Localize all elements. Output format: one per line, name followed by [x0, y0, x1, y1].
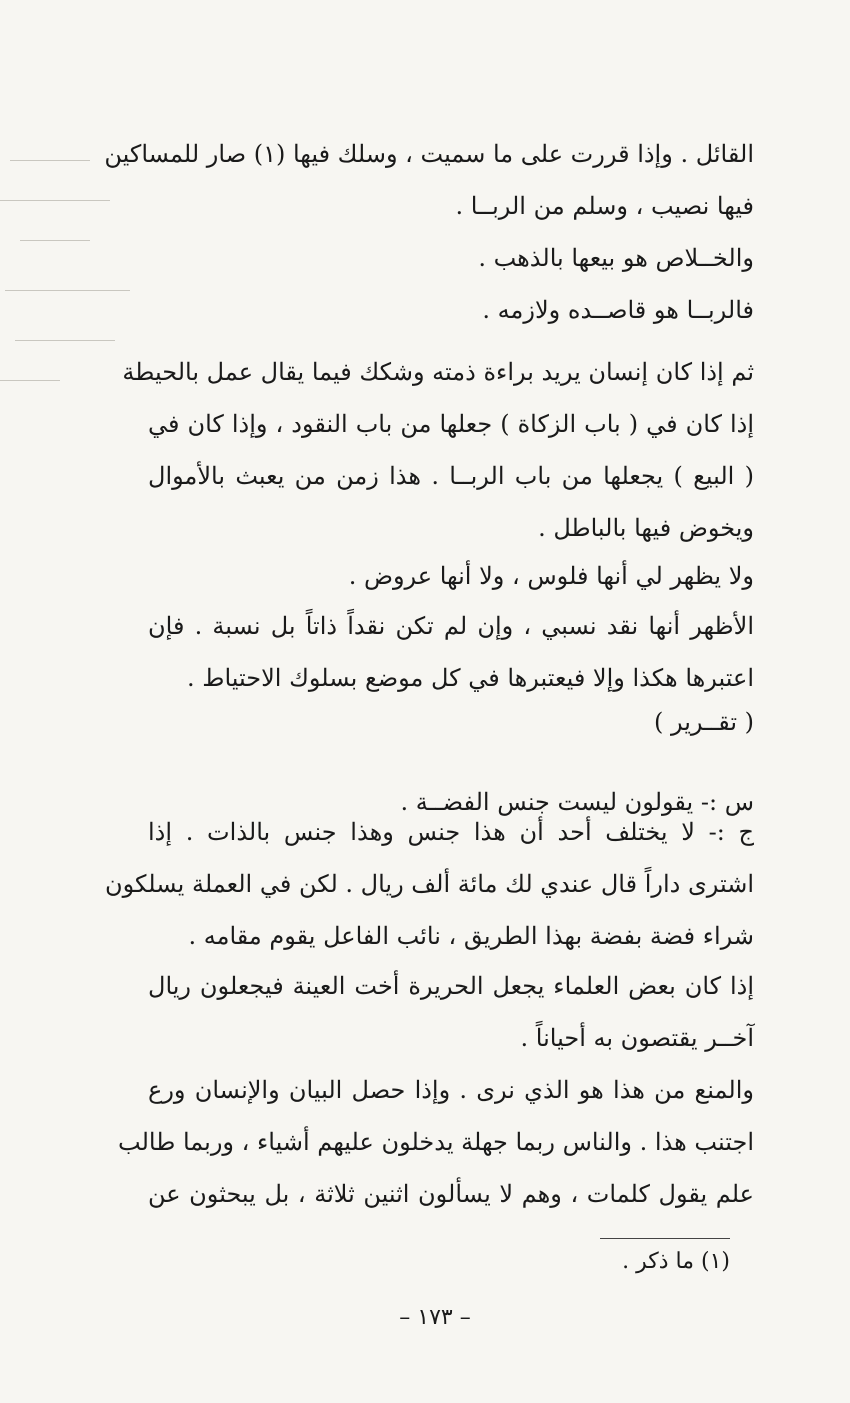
text-line: ( البيع ) يجعلها من باب الربــا . هذا زمن من يعبث بالأموال [148, 462, 754, 490]
paragraph-7 [148, 960, 754, 1064]
text-line: القائل . وإذا قررت على ما سميت ، وسلك فيها (١) صار للمساكين [104, 140, 754, 168]
paragraph-2 [148, 232, 754, 284]
footnote-divider [600, 1238, 730, 1239]
paragraph-3 [148, 284, 754, 336]
text-line: فيها نصيب ، وسلم من الربــا . [455, 192, 754, 220]
taqrir-heading: ( تقــرير ) [653, 708, 754, 736]
paragraph-8 [118, 1064, 754, 1220]
text-line: آخــر يقتصون به أحياناً . [520, 1024, 754, 1052]
text-line: والخــلاص هو بيعها بالذهب . [478, 244, 754, 272]
text-line: ثم إذا كان إنسان يريد براءة ذمته وشكك فيما يقال عمل بالحيطة [122, 358, 754, 386]
paragraph-6 [148, 600, 754, 704]
section-heading [148, 696, 754, 748]
text-line: اعتبرها هكذا وإلا فيعتبرها في كل موضع بسلوك الاحتياط . [187, 664, 754, 692]
text-line: الأظهر أنها نقد نسبي ، وإن لم تكن نقداً ذاتاً بل نسبة . فإن [148, 612, 754, 640]
text-line: والمنع من هذا هو الذي نرى . وإذا حصل البيان والإنسان ورع [148, 1076, 754, 1104]
text-line: إذا كان في ( باب الزكاة ) جعلها من باب النقود ، وإذا كان في [148, 410, 754, 438]
answer [105, 806, 754, 962]
paragraph-5 [148, 550, 754, 602]
text-line: علم يقول كلمات ، وهم لا يسألون اثنين ثلاثة ، بل يبحثون عن [148, 1180, 754, 1208]
text-line: ج :- لا يختلف أحد أن هذا جنس وهذا جنس بالذات . إذا [148, 818, 754, 846]
text-line: إذا كان بعض العلماء يجعل الحريرة أخت العينة فيجعلون ريال [148, 972, 754, 1000]
text-line: اشترى داراً قال عندي لك مائة ألف ريال . لكن في العملة يسلكون [105, 870, 754, 898]
text-line: ولا يظهر لي أنها فلوس ، ولا أنها عروض . [348, 562, 754, 590]
footnote: (١) ما ذكر . [622, 1249, 730, 1274]
page-number: – ١٧٣ – [399, 1305, 471, 1330]
text-line: شراء فضة بفضة بهذا الطريق ، نائب الفاعل يقوم مقامه . [188, 922, 754, 950]
paragraph-4 [122, 346, 754, 554]
text-line: اجتنب هذا . والناس ربما جهلة يدخلون عليهم أشياء ، وربما طالب [118, 1128, 754, 1156]
question-line: س :- يقولون ليست جنس الفضــة . [400, 788, 754, 816]
text-line: ويخوض فيها بالباطل . [538, 514, 754, 542]
text-line: فالربــا هو قاصــده ولازمه . [482, 296, 754, 324]
paragraph-1 [104, 128, 754, 232]
